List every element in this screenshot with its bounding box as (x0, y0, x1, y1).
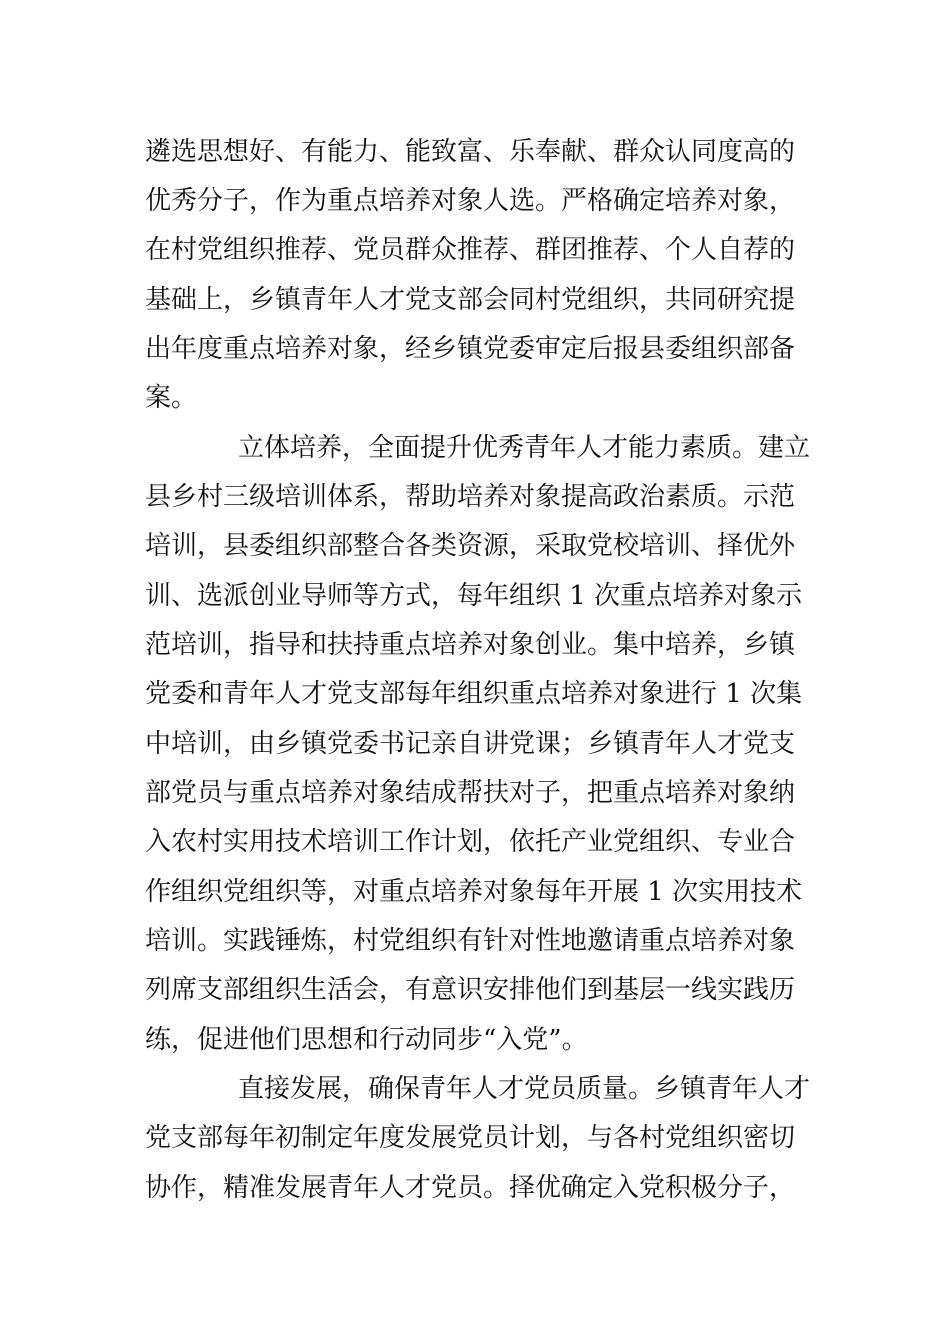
text-line: 党委和青年人才党支部每年组织重点培养对象进行 1 次集 (145, 679, 803, 709)
text-line: 入农村实用技术培训工作计划，依托产业党组织、专业合 (145, 827, 796, 857)
text-line: 优秀分子，作为重点培养对象人选。严格确定培养对象， (145, 186, 796, 216)
text-line: 训、选派创业导师等方式，每年组织 1 次重点培养对象示 (145, 581, 803, 611)
text-line: 遴选思想好、有能力、能致富、乐奉献、群众认同度高的 (145, 137, 796, 167)
text-line: 基础上，乡镇青年人才党支部会同村党组织，共同研究提 (145, 285, 796, 315)
text-line: 案。 (145, 383, 198, 413)
text-line: 出年度重点培养对象，经乡镇党委审定后报县委组织部备 (145, 334, 796, 364)
text-line: 部党员与重点培养对象结成帮扶对子，把重点培养对象纳 (145, 778, 796, 808)
text-line: 县乡村三级培训体系，帮助培养对象提高政治素质。示范 (145, 482, 796, 512)
text-line: 协作，精准发展青年人才党员。择优确定入党积极分子， (145, 1173, 796, 1203)
text-line: 范培训，指导和扶持重点培养对象创业。集中培养，乡镇 (145, 630, 796, 660)
text-line: 在村党组织推荐、党员群众推荐、群团推荐、个人自荐的 (145, 235, 796, 265)
text-line: 培训。实践锤炼，村党组织有针对性地邀请重点培养对象 (145, 926, 796, 956)
text-line: 作组织党组织等，对重点培养对象每年开展 1 次实用技术 (145, 877, 803, 907)
text-line: 列席支部组织生活会，有意识安排他们到基层一线实践历 (145, 975, 796, 1005)
text-line: 中培训，由乡镇党委书记亲自讲党课；乡镇青年人才党支 (145, 729, 796, 759)
text-line: 练，促进他们思想和行动同步“入党”。 (145, 1025, 588, 1055)
paragraph-heading-line: 直接发展，确保青年人才党员质量。乡镇青年人才 (238, 1074, 811, 1104)
paragraph-heading-line: 立体培养，全面提升优秀青年人才能力素质。建立 (238, 433, 811, 463)
text-line: 党支部每年初制定年度发展党员计划，与各村党组织密切 (145, 1123, 796, 1153)
text-line: 培训，县委组织部整合各类资源，采取党校培训、择优外 (145, 531, 796, 561)
